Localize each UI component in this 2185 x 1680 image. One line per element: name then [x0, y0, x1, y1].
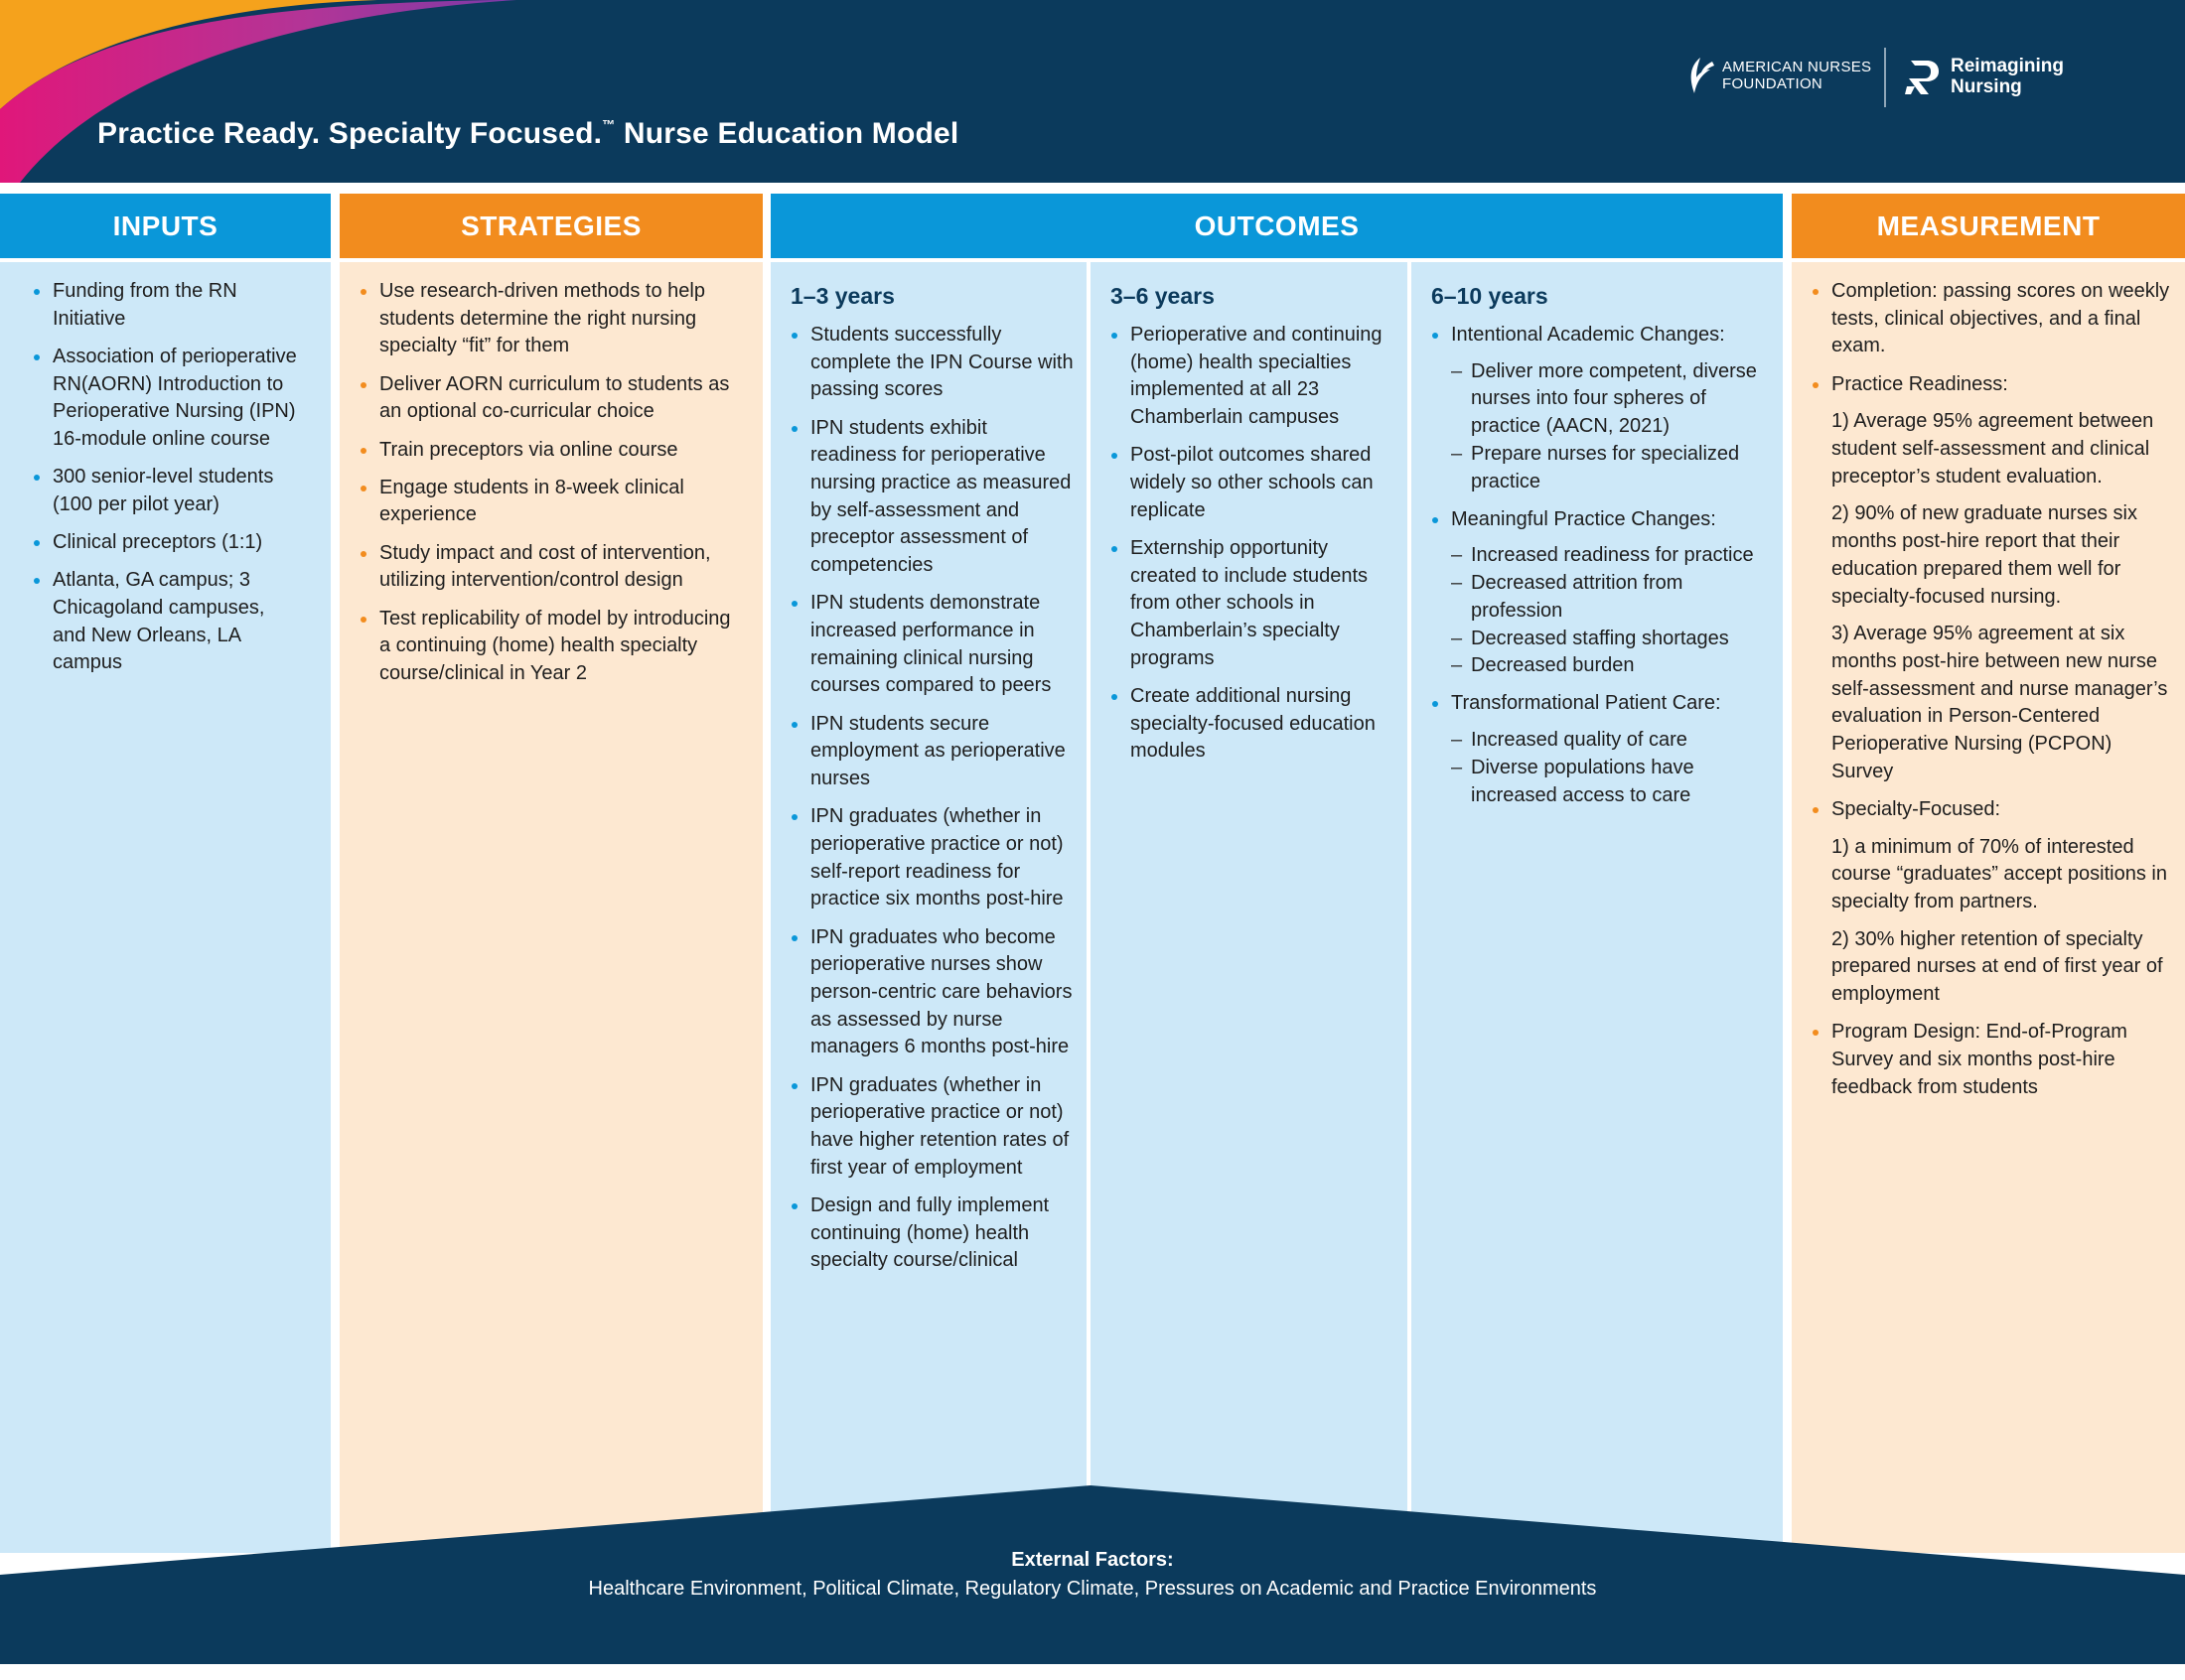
- rn-logo-line2: Nursing: [1951, 76, 2022, 97]
- list-item: IPN students demonstrate increased performance in remaining clinical nursing courses compared to peers: [791, 590, 1075, 700]
- strategies-header: [340, 194, 763, 258]
- rn-logo-line1: Reimagining: [1951, 56, 2065, 76]
- group-label: Transformational Patient Care:: [1451, 692, 1721, 715]
- reimagining-nursing-logo: [1905, 56, 2064, 97]
- list-item: IPN students secure employment as perioperative nurses: [791, 711, 1075, 793]
- inputs-list: [33, 278, 301, 677]
- sub-list-item: – Diverse populations have increased access to care: [1451, 755, 1775, 809]
- outcomes-short-term-content: [791, 282, 1075, 1286]
- strategies-heading: STRATEGIES: [461, 210, 642, 241]
- period-label: 1–3 years: [791, 283, 895, 309]
- sub-list-item: – Decreased burden: [1451, 652, 1775, 680]
- anf-logo-line2: FOUNDATION: [1722, 75, 1823, 92]
- inputs-content: [33, 278, 301, 688]
- list-item: Use research-driven methods to help students determine the right nursing specialty “fit” for them: [360, 278, 747, 360]
- short-term-list: [791, 322, 1075, 1275]
- long-term-group: [1431, 322, 1775, 495]
- page-title: [97, 117, 958, 151]
- measurement-content: [1812, 278, 2177, 1112]
- measure-paragraph: 3) Average 95% agreement at six months post-hire between new nurse self-assessment and nurse manager’s evaluation in Person-Centered Perioperative Nursing (PCPON) Survey: [1831, 623, 2168, 782]
- reimagining-nursing-r-icon: [1905, 57, 1943, 96]
- title-suffix: Nurse Education Model: [615, 117, 959, 150]
- sub-list-item: – Increased readiness for practice: [1451, 542, 1775, 570]
- list-item: Train preceptors via online course: [360, 437, 747, 465]
- measure-paragraph: 1) a minimum of 70% of interested course “graduates” accept positions in specialty from partners.: [1831, 835, 2167, 913]
- list-item: Funding from the RN Initiative: [33, 278, 301, 333]
- list-item: Design and fully implement continuing (home) health specialty course/clinical: [791, 1192, 1075, 1275]
- specialty-focused-item: [1812, 796, 2177, 1009]
- anf-logo-text: [1722, 59, 1871, 92]
- group-label: Intentional Academic Changes:: [1451, 324, 1725, 346]
- list-item: IPN graduates who become perioperative nurses show person-centric care behaviors as assessed by nurse managers 6 months post-hire: [791, 924, 1075, 1062]
- list-item: IPN graduates (whether in perioperative practice or not) have higher retention rates of first year of employment: [791, 1072, 1075, 1183]
- list-item: 300 senior-level students (100 per pilot year): [33, 464, 301, 518]
- trademark-mark: ™: [602, 117, 616, 132]
- specialty-focused-label: Specialty-Focused:: [1831, 797, 2001, 820]
- external-factors-text: [0, 1546, 2185, 1604]
- strategies-content: [360, 278, 747, 698]
- list-item: IPN students exhibit readiness for perioperative nursing practice as measured by self-assessment and preceptor assessment of competencies: [791, 415, 1075, 580]
- strategies-list: [360, 278, 747, 688]
- sub-list: [1451, 542, 1775, 680]
- practice-readiness-label: Practice Readiness:: [1831, 372, 2008, 395]
- period-label: 3–6 years: [1110, 283, 1215, 309]
- practice-readiness-item: [1812, 371, 2177, 786]
- outcomes-header: [771, 194, 1783, 258]
- long-term-group: [1431, 690, 1775, 809]
- external-factors-label: External Factors:: [1011, 1549, 1174, 1571]
- header-banner: [0, 0, 2185, 183]
- mid-term-list: [1110, 322, 1396, 766]
- sub-list-item: – Decreased attrition from profession: [1451, 570, 1775, 625]
- list-item: Atlanta, GA campus; 3 Chicagoland campuses, and New Orleans, LA campus: [33, 567, 301, 677]
- list-item: Engage students in 8-week clinical experience: [360, 475, 747, 529]
- sub-list-item: – Increased quality of care: [1451, 727, 1775, 755]
- list-item: Study impact and cost of intervention, utilizing intervention/control design: [360, 540, 747, 595]
- sub-list-item: – Deliver more competent, diverse nurses into four spheres of practice (AACN, 2021): [1451, 358, 1775, 441]
- period-label: 6–10 years: [1431, 283, 1548, 309]
- external-factors-list: Healthcare Environment, Political Climate, Regulatory Climate, Pressures on Academic and Practice Environments: [588, 1578, 1597, 1600]
- outcomes-mid-term-content: [1110, 282, 1396, 776]
- list-item: Post-pilot outcomes shared widely so other schools can replicate: [1110, 442, 1396, 524]
- group-label: Meaningful Practice Changes:: [1451, 507, 1716, 530]
- list-item: Students successfully complete the IPN Course with passing scores: [791, 322, 1075, 404]
- sub-list: [1451, 358, 1775, 496]
- list-item: Create additional nursing specialty-focused education modules: [1110, 683, 1396, 766]
- list-item: Deliver AORN curriculum to students as an optional co-curricular choice: [360, 371, 747, 426]
- list-item: Perioperative and continuing (home) health specialties implemented at all 23 Chamberlain campuses: [1110, 322, 1396, 432]
- inputs-heading: INPUTS: [112, 210, 218, 241]
- long-term-group: [1431, 506, 1775, 680]
- list-item: Association of perioperative RN(AORN) Introduction to Perioperative Nursing (IPN) 16-module online course: [33, 344, 301, 454]
- rn-logo-text: [1951, 56, 2064, 97]
- inputs-header: [0, 194, 331, 258]
- measurement-heading: MEASUREMENT: [1876, 210, 2101, 241]
- sub-list: [1451, 727, 1775, 809]
- american-nurses-foundation-logo: [1686, 56, 1871, 95]
- list-item: Completion: passing scores on weekly tests, clinical objectives, and a final exam.: [1812, 278, 2177, 360]
- outcomes-heading: OUTCOMES: [1194, 210, 1360, 241]
- outcomes-long-term-content: [1431, 282, 1775, 820]
- logo-divider: [1884, 48, 1886, 107]
- measurement-list: [1812, 278, 2177, 1101]
- list-item: IPN graduates (whether in perioperative practice or not) self-report readiness for practice six months post-hire: [791, 803, 1075, 913]
- measure-paragraph: 2) 90% of new graduate nurses six months post-hire report that their education prepared them well for specialty-focused nursing.: [1831, 502, 2137, 608]
- anf-logo-line1: AMERICAN NURSES: [1722, 59, 1872, 75]
- sub-list-item: – Prepare nurses for specialized practice: [1451, 441, 1775, 495]
- list-item: Test replicability of model by introducing a continuing (home) health specialty course/clinical in Year 2: [360, 606, 747, 688]
- measure-paragraph: 2) 30% higher retention of specialty prepared nurses at end of first year of employment: [1831, 927, 2163, 1006]
- long-term-list: [1431, 322, 1775, 809]
- measurement-header: [1792, 194, 2185, 258]
- sub-list-item: – Decreased staffing shortages: [1451, 626, 1775, 653]
- anf-flame-icon: [1686, 56, 1716, 95]
- list-item: Program Design: End-of-Program Survey and six months post-hire feedback from students: [1812, 1019, 2177, 1101]
- list-item: Externship opportunity created to include students from other schools in Chamberlain’s specialty programs: [1110, 535, 1396, 673]
- header-swoosh-graphic: [0, 0, 516, 183]
- title-main: Practice Ready. Specialty Focused.: [97, 117, 603, 150]
- measure-paragraph: 1) Average 95% agreement between student self-assessment and clinical preceptor’s student evaluation.: [1831, 410, 2154, 488]
- list-item: Clinical preceptors (1:1): [33, 529, 301, 557]
